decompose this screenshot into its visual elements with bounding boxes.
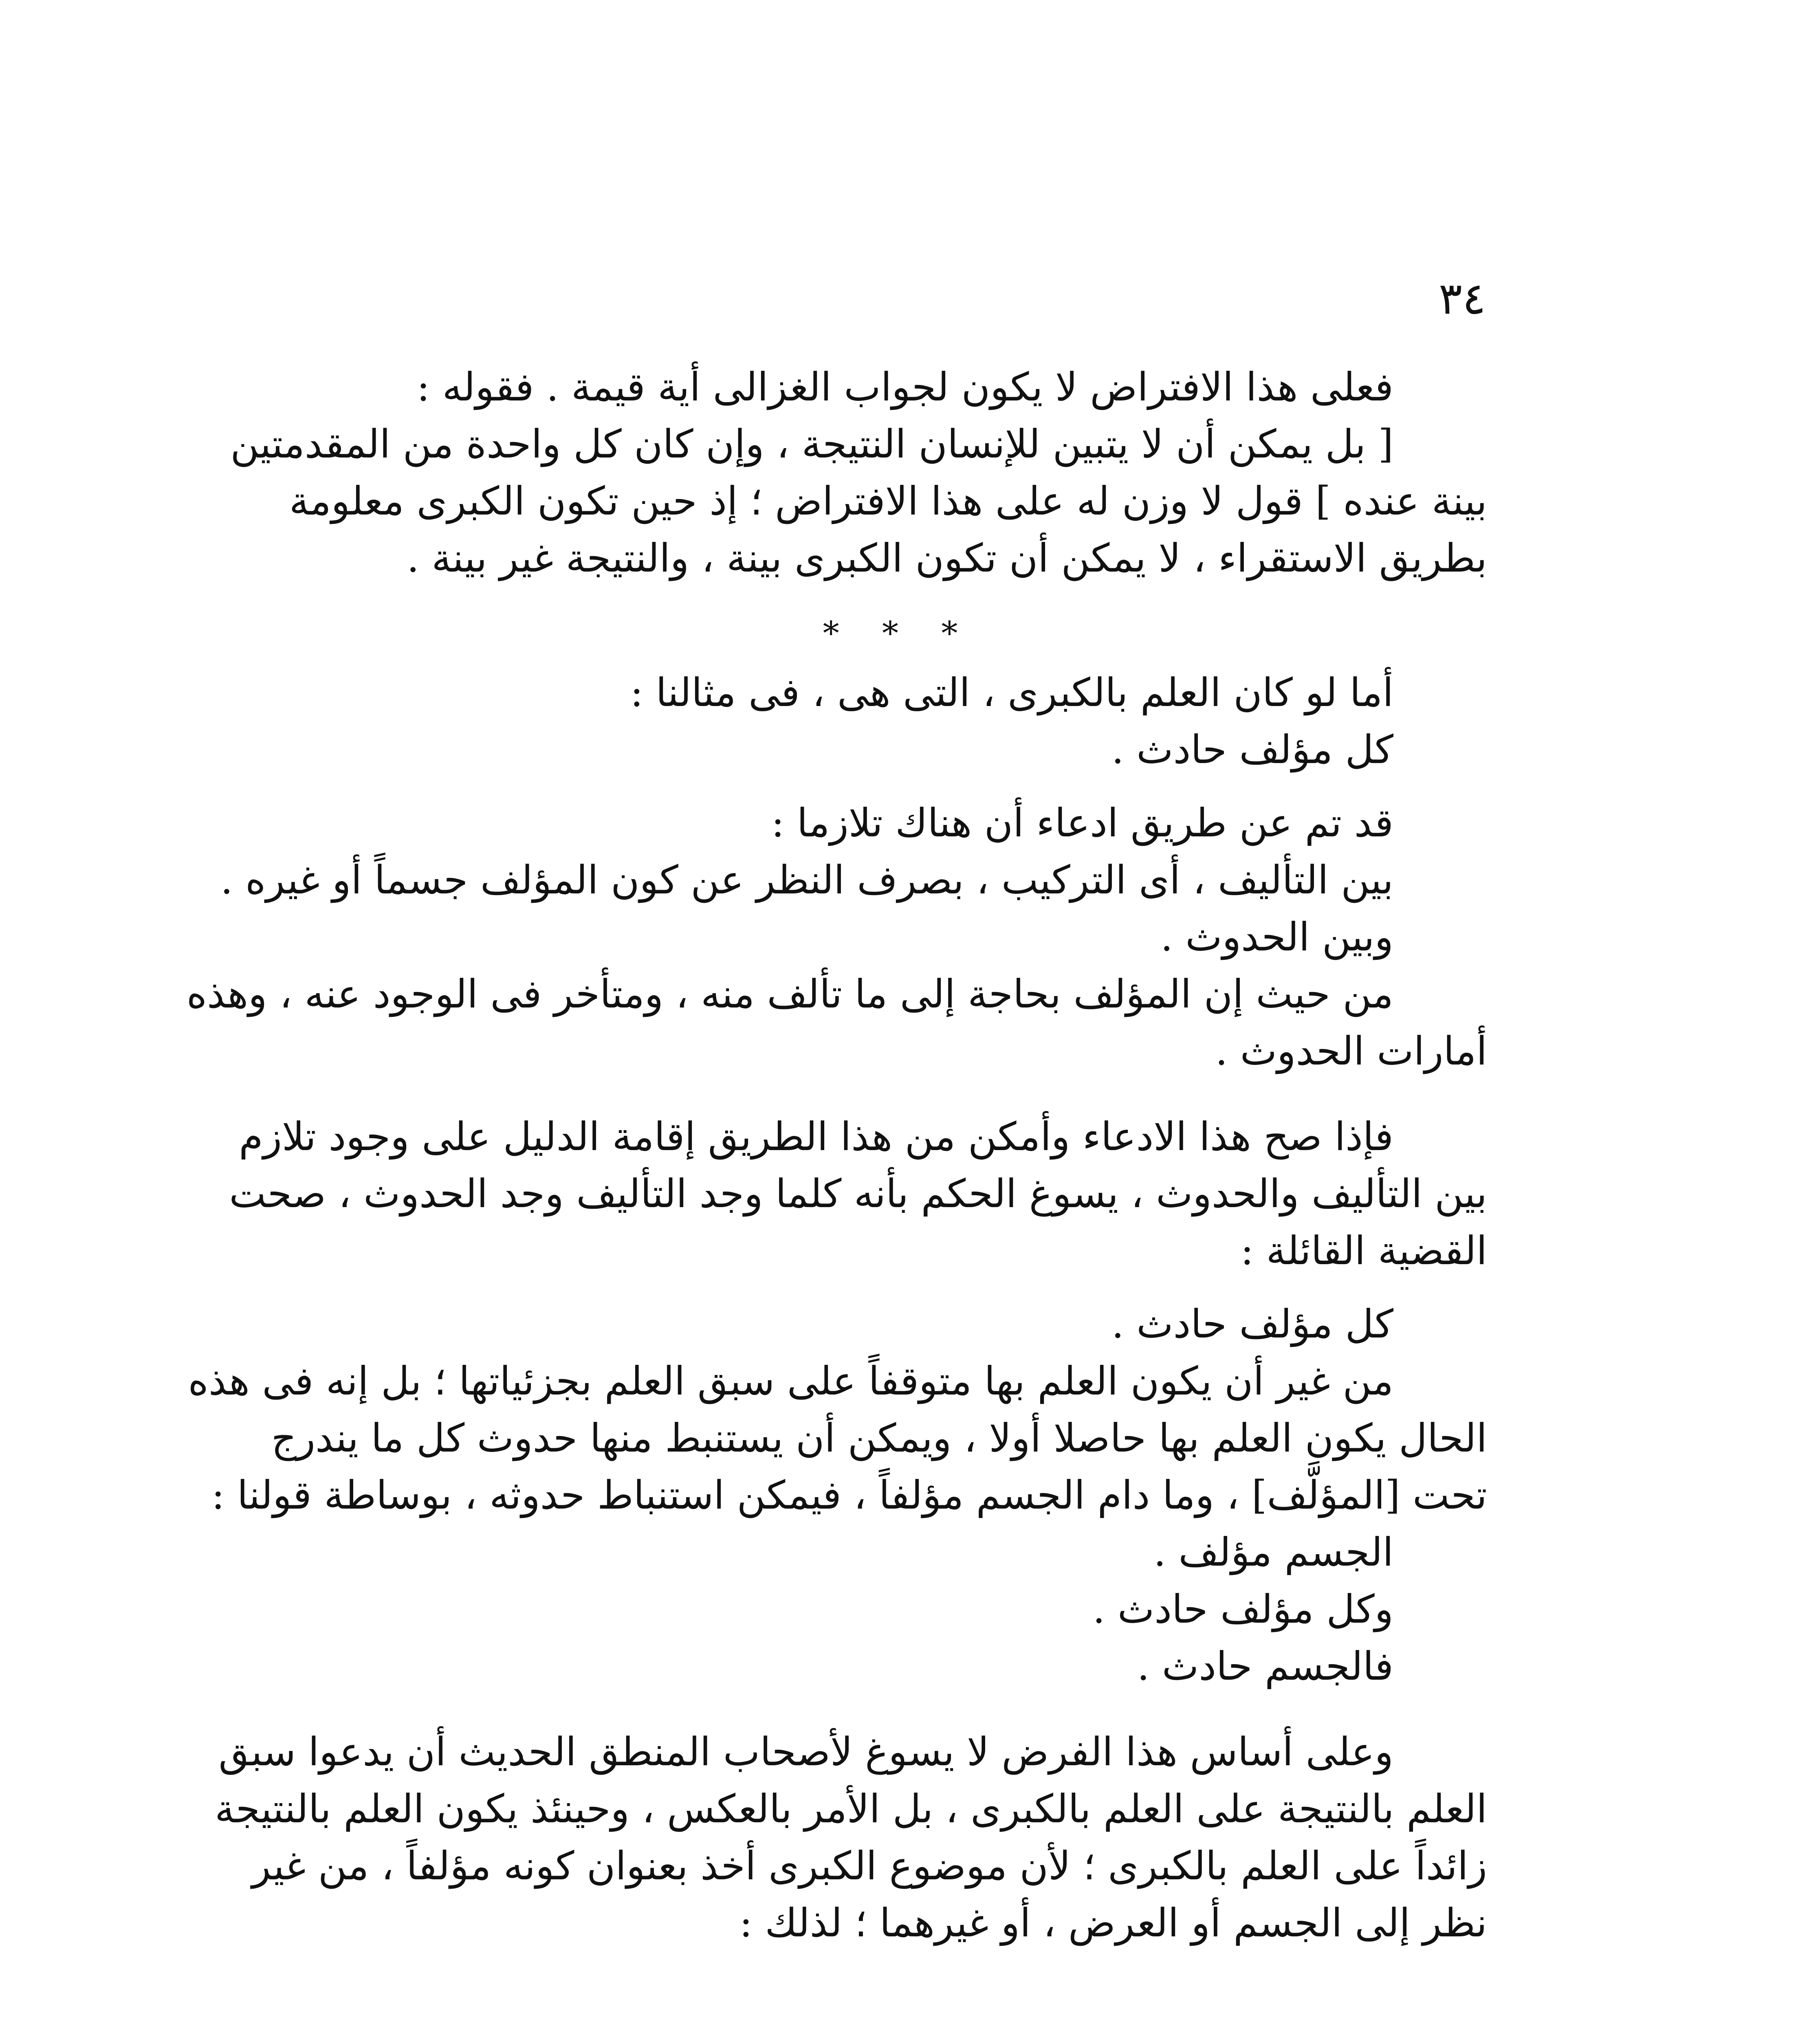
text-line: فالجسم حادث . <box>1137 1643 1393 1689</box>
text-line: وبين الحدوث . <box>1160 914 1393 960</box>
text-line: تحت [المؤلَّف] ، وما دام الجسم مؤلفاً ، فيمكن استنباط حدوثه ، بوساطة قولنا : <box>211 1472 1487 1518</box>
text-line: من حيث إن المؤلف بحاجة إلى ما تألف منه ، ومتأخر فى الوجود عنه ، وهذه <box>186 971 1393 1017</box>
text-line: نظر إلى الجسم أو العرض ، أو غيرهما ؛ لذلك : <box>739 1900 1487 1946</box>
spacer <box>310 587 1487 603</box>
text-line: بطريق الاستقراء ، لا يمكن أن تكون الكبرى بينة ، والنتيجة غير بينة . <box>407 535 1487 581</box>
text-line: وعلى أساس هذا الفرض لا يسوغ لأصحاب المنطق الحديث أن يدعوا سبق <box>218 1729 1393 1775</box>
text-line: أما لو كان العلم بالكبرى ، التى هى ، فى مثالنا : <box>630 670 1393 715</box>
text-line: فعلى هذا الافتراض لا يكون لجواب الغزالى أية قيمة . فقوله : <box>416 364 1393 410</box>
text-line: زائداً على العلم بالكبرى ؛ لأن موضوع الكبرى أخذ بعنوان كونه مؤلفاً ، من غير <box>252 1843 1487 1889</box>
page-number: ٣٤ <box>1438 273 1486 324</box>
text-line: الحال يكون العلم بها حاصلا أولا ، ويمكن أن يستنبط منها حدوث كل ما يندرج <box>271 1415 1487 1461</box>
text-line: وكل مؤلف حادث . <box>1092 1586 1393 1632</box>
body-text <box>186 359 1487 1951</box>
spacer <box>310 778 1487 794</box>
text-line: العلم بالنتيجة على العلم بالكبرى ، بل الأمر بالعكس ، وحينئذ يكون العلم بالنتيجة <box>215 1786 1487 1832</box>
text-line: كل مؤلف حادث . <box>1111 1301 1393 1347</box>
text-line: قد تم عن طريق ادعاء أن هناك تلازما : <box>771 800 1393 846</box>
text-line: بين التأليف والحدوث ، يسوغ الحكم بأنه كلما وجد التأليف وجد الحدوث ، صحت <box>229 1171 1487 1216</box>
text-line: من غير أن يكون العلم بها متوقفاً على سبق العلم بجزئياتها ؛ بل إنه فى هذه <box>188 1358 1393 1404</box>
text-line: أمارات الحدوث . <box>1215 1028 1487 1074</box>
section-separator: * * * <box>823 614 974 652</box>
spacer <box>310 1279 1487 1296</box>
text-line: [ بل يمكن أن لا يتبين للإنسان النتيجة ، وإن كان كل واحدة من المقدمتين <box>230 421 1393 467</box>
text-line: بين التأليف ، أى التركيب ، بصرف النظر عن كون المؤلف جسماً أو غيره . <box>220 857 1393 903</box>
text-line: بينة عنده ] قول لا وزن له على هذا الافتراض ؛ إذ حين تكون الكبرى معلومة <box>289 478 1487 524</box>
text-line: فإذا صح هذا الادعاء وأمكن من هذا الطريق إقامة الدليل على وجود تلازم <box>239 1114 1393 1159</box>
text-line: الجسم مؤلف . <box>1153 1529 1393 1575</box>
spacer <box>310 1080 1487 1108</box>
spacer <box>310 1695 1487 1723</box>
text-line: كل مؤلف حادث . <box>1111 727 1393 772</box>
text-line: القضية القائلة : <box>1240 1228 1487 1274</box>
